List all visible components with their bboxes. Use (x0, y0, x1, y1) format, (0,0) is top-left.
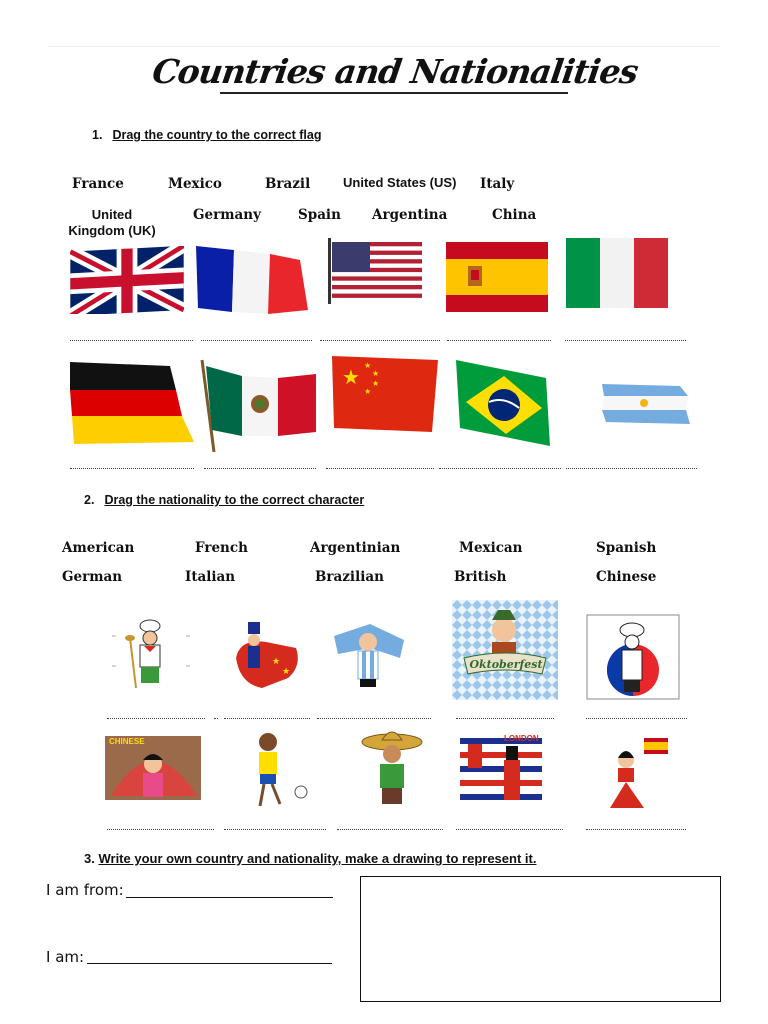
brazil-flag-image (456, 358, 552, 446)
spain-flag-image (446, 242, 548, 312)
word-chinese[interactable]: Chinese (596, 569, 657, 585)
uncle-sam-image (226, 618, 304, 692)
answer-line-char-5[interactable] (586, 718, 687, 719)
word-german[interactable]: German (62, 569, 123, 585)
am-label: I am: (46, 948, 85, 966)
svg-text:★: ★ (272, 657, 281, 667)
germany-flag-image (70, 362, 194, 444)
answer-line-flag-3[interactable] (320, 340, 440, 341)
china-flag[interactable] (332, 356, 438, 432)
chef-image (110, 614, 194, 692)
answer-line-flag-8[interactable] (326, 468, 434, 469)
italian-chef-character[interactable] (110, 614, 194, 692)
word-american[interactable]: American (62, 540, 135, 556)
flamenco-image (596, 736, 672, 812)
london-label: LONDON (504, 734, 539, 743)
answer-line-char-3[interactable] (317, 718, 431, 719)
nationality-answer-line[interactable] (87, 963, 332, 964)
mexican-character[interactable] (360, 726, 424, 808)
uk-flag-image (70, 246, 184, 314)
top-divider (48, 46, 720, 47)
france-flag-image (196, 246, 308, 314)
word-united-states[interactable]: United States (US) (343, 175, 457, 190)
answer-line-char-10[interactable] (586, 829, 686, 830)
drawing-box[interactable] (360, 876, 721, 1002)
word-argentinian[interactable]: Argentinian (310, 540, 401, 556)
answer-line-char-8[interactable] (337, 829, 443, 830)
chinese-character[interactable] (105, 736, 201, 800)
word-brazilian[interactable]: Brazilian (315, 569, 384, 585)
london-image (460, 734, 542, 812)
word-argentina[interactable]: Argentina (372, 207, 448, 223)
italy-flag[interactable] (566, 238, 668, 308)
word-spanish[interactable]: Spanish (596, 540, 657, 556)
us-flag-image (328, 238, 423, 304)
answer-line-char-7[interactable] (224, 829, 326, 830)
answer-line-char-1b (214, 718, 218, 719)
word-italian[interactable]: Italian (185, 569, 236, 585)
title-underline (220, 92, 568, 94)
svg-text:★: ★ (372, 369, 380, 378)
china-flag-image (332, 356, 438, 432)
instruction-1: 1. Drag the country to the correct flag (92, 128, 322, 142)
answer-line-char-1[interactable] (107, 718, 205, 719)
word-france[interactable]: France (72, 176, 124, 192)
uk-flag[interactable] (70, 246, 184, 314)
answer-line-flag-9[interactable] (439, 468, 561, 469)
oktoberfest-label: Oktoberfest (469, 658, 543, 671)
word-united-kingdom[interactable]: United Kingdom (UK) (68, 207, 156, 238)
word-mexican[interactable]: Mexican (459, 540, 523, 556)
answer-line-flag-4[interactable] (447, 340, 551, 341)
british-character[interactable] (460, 734, 542, 812)
italy-flag-image (566, 238, 668, 308)
word-french[interactable]: French (195, 540, 248, 556)
svg-text:★: ★ (282, 667, 291, 677)
us-flag[interactable] (328, 238, 423, 304)
svg-text:★: ★ (364, 387, 372, 396)
instruction-2: 2. Drag the nationality to the correct character (84, 493, 365, 507)
germany-flag[interactable] (70, 362, 194, 444)
argentinian-character[interactable] (330, 618, 406, 690)
answer-line-flag-1[interactable] (70, 340, 193, 341)
country-answer-line[interactable] (126, 897, 333, 898)
answer-line-flag-6[interactable] (70, 468, 194, 469)
oktoberfest-image (452, 600, 558, 700)
svg-text:★: ★ (372, 379, 380, 388)
answer-line-flag-5[interactable] (565, 340, 686, 341)
brazilian-character[interactable] (246, 730, 310, 812)
mariachi-image (360, 726, 424, 808)
answer-line-char-6[interactable] (107, 829, 214, 830)
svg-text:★: ★ (342, 365, 360, 389)
word-china[interactable]: China (492, 207, 537, 223)
svg-text:★: ★ (364, 361, 372, 370)
answer-line-char-2[interactable] (224, 718, 310, 719)
french-chef-image (586, 614, 680, 700)
argentina-flag[interactable] (600, 382, 690, 426)
spain-flag[interactable] (446, 242, 548, 312)
answer-line-char-9[interactable] (456, 829, 563, 830)
word-germany[interactable]: Germany (193, 207, 261, 223)
answer-line-flag-2[interactable] (201, 340, 312, 341)
mexico-flag-image (200, 358, 318, 452)
answer-line-flag-10[interactable] (566, 468, 697, 469)
answer-line-char-4[interactable] (456, 718, 554, 719)
france-flag[interactable] (196, 246, 308, 314)
french-character[interactable] (586, 614, 680, 700)
word-italy[interactable]: Italy (480, 176, 515, 192)
word-brazil[interactable]: Brazil (265, 176, 311, 192)
brazil-player-image (246, 730, 310, 812)
word-mexico[interactable]: Mexico (168, 176, 222, 192)
brazil-flag[interactable] (456, 358, 552, 446)
chinese-sign: CHINESE (109, 737, 145, 746)
argentina-flag-image (600, 382, 690, 426)
word-spain[interactable]: Spain (298, 207, 341, 223)
argentina-fan-image (330, 618, 406, 690)
spanish-character[interactable] (596, 736, 672, 812)
word-british[interactable]: British (454, 569, 507, 585)
mexico-flag[interactable] (200, 358, 318, 452)
instruction-3: 3. Write your own country and nationality, make a drawing to represent it. (84, 851, 537, 866)
american-character[interactable] (226, 618, 304, 692)
from-label: I am from: (46, 881, 124, 899)
page-title: Countries and Nationalities (149, 52, 641, 91)
german-character[interactable] (452, 600, 558, 700)
answer-line-flag-7[interactable] (204, 468, 316, 469)
